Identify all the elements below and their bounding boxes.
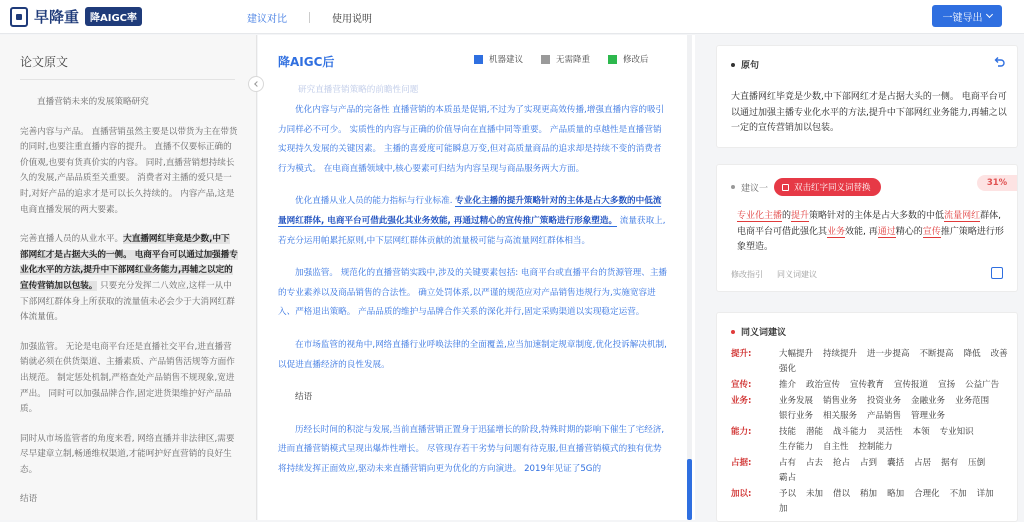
- export-label: 一键导出: [942, 12, 983, 24]
- synonym-word[interactable]: 相关服务: [823, 411, 858, 421]
- synonym-word[interactable]: 推介: [779, 380, 797, 390]
- synonym-word[interactable]: 销售业务: [823, 396, 858, 406]
- selected-sentence[interactable]: 专业化主播的提升策略针对的主体是占大多数的中低流量网红群体, 电商平台可借此强化其业务效能, 再通过精心的宣传推广策略进行形象塑造。: [278, 196, 662, 226]
- bullet-icon: [731, 185, 735, 189]
- suggestion-text[interactable]: [737, 209, 1005, 256]
- synonym-word[interactable]: 加: [779, 504, 788, 514]
- collapse-panel-button[interactable]: [248, 76, 264, 92]
- synonym-word[interactable]: 霸占: [779, 473, 797, 483]
- replaceable-word[interactable]: 通过: [877, 226, 896, 237]
- synonym-word[interactable]: 合理化: [914, 489, 940, 499]
- synonym-word[interactable]: 压倒: [968, 458, 986, 468]
- synonym-word[interactable]: 详加: [976, 489, 994, 499]
- chevron-left-icon: [254, 81, 260, 87]
- synonym-key: 加以:: [731, 489, 752, 499]
- original-sentence: 大直播网红毕竟是少数,中下部网红才是占据大头的一侧。 电商平台可以通过加强主播专业化水平的方法,提升中下部网红业务能力,再辅之以一定的宣传营销加以包装。: [731, 92, 1007, 134]
- synonym-word[interactable]: 战斗能力: [833, 427, 868, 437]
- synonym-word[interactable]: 产品销售: [867, 411, 902, 421]
- synonym-word[interactable]: 囊括: [887, 458, 905, 468]
- rewritten-text: [278, 101, 668, 493]
- top-bar: [0, 0, 1024, 34]
- legend-swatch: [541, 55, 550, 64]
- synonym-word[interactable]: 大幅提升: [779, 349, 814, 359]
- synonym-word[interactable]: 业务范围: [955, 396, 990, 406]
- replaceable-word[interactable]: 宣传: [922, 226, 941, 237]
- original-conclusion: 结语: [20, 494, 38, 505]
- suggestion-segment: 群体, 电商平台可借此强化其: [737, 211, 1001, 237]
- synonym-word[interactable]: 改善: [990, 349, 1008, 359]
- scrollbar[interactable]: [687, 35, 692, 520]
- suggestion-segment: 精心的: [895, 226, 923, 237]
- synonym-words: [779, 378, 999, 393]
- synonym-row: [731, 425, 1011, 455]
- synonym-word[interactable]: 技能: [779, 427, 797, 437]
- synonym-word[interactable]: 略加: [887, 489, 905, 499]
- suggestion-label: 建议一: [741, 183, 769, 194]
- original-paragraph[interactable]: 加强监管。 无论是电商平台还是直播社交平台,进直播营销就必须在供货渠道、主播素质、产品销售活规等方面作出规范。 制定惩处机制,严格查处产品销售不规现象,宽进严出。 同时可以加强品牌合作,固定进货渠维护好产品品质。: [20, 341, 235, 415]
- lock-icon: [782, 184, 789, 191]
- synonym-list: [731, 347, 1011, 518]
- rewritten-title: 降AIGC后: [278, 55, 335, 69]
- synonym-row: [731, 487, 1011, 517]
- nav-instructions[interactable]: 使用说明: [332, 14, 372, 25]
- replaceable-word[interactable]: 提升: [791, 211, 810, 221]
- synonym-word[interactable]: 降低: [963, 349, 981, 359]
- synonyms-card: [716, 312, 1018, 522]
- synonym-words: [779, 456, 1011, 486]
- rewritten-paragraph[interactable]: 加强监管。 规范化的直播营销实践中,涉及的关键要素包括: 电商平台或直播平台的货源管理、主播的专业素养以及商品销售的合法性。 确立处罚体系,以严谨的规范应对产品销售违规行为,实施宽容进入、严格退出策略。 产品品质的维护与品牌合作关系的深化并行,固定采购渠道以实现稳定运营。: [278, 268, 668, 318]
- original-text: [20, 95, 238, 520]
- synonym-word[interactable]: 持续提升: [823, 349, 858, 359]
- synonym-word[interactable]: 政治宣传: [806, 380, 841, 390]
- nav-compare[interactable]: 建议对比: [247, 14, 287, 25]
- rewritten-paragraph[interactable]: 历经长时间的积淀与发展,当前直播营销正置身于迅猛增长的阶段,特殊时期的影响下催生了宅经济,进而直播营销模式呈现出爆炸性增长。 尽管现存若干劣势与问题有待克服,但直播营销模式的独有优势将持续发挥正面效应,驱动未来直播营销向更为优化的方向演进。 2019年见证了5G的: [278, 424, 665, 474]
- suggestion-header: [731, 178, 881, 196]
- divider: [20, 79, 235, 80]
- logo-badge: 降AIGC率: [85, 7, 142, 26]
- synonym-word[interactable]: 专业知识: [939, 427, 974, 437]
- synonym-word[interactable]: 不断提高: [919, 349, 954, 359]
- synonym-words: [779, 394, 1011, 424]
- synonym-word[interactable]: 自主性: [823, 442, 849, 452]
- replaceable-word[interactable]: 专业化主播: [737, 211, 783, 221]
- synonym-word[interactable]: 据有: [941, 458, 959, 468]
- faded-line: 研究直播营销策略的前瞻性问题: [298, 85, 419, 95]
- synonym-key: 业务:: [731, 396, 752, 406]
- replaceable-word[interactable]: 业务: [827, 226, 846, 237]
- synonym-word[interactable]: 潜能: [806, 427, 824, 437]
- synonym-word[interactable]: 银行业务: [779, 411, 814, 421]
- suggestion-segment: 策略针对的主体是占大多数的中低: [809, 211, 945, 221]
- suggestion-card: [716, 164, 1018, 292]
- undo-icon[interactable]: [993, 56, 1005, 68]
- synonym-word[interactable]: 占有: [779, 458, 797, 468]
- synonym-word[interactable]: 控制能力: [858, 442, 893, 452]
- scrollbar-thumb[interactable]: [687, 459, 692, 520]
- card-header: 原句: [731, 58, 759, 71]
- rewritten-panel: [258, 35, 695, 520]
- synonym-word[interactable]: 宣传教育: [850, 380, 885, 390]
- suggestion-links: [731, 269, 817, 280]
- synonym-key: 宣传:: [731, 380, 752, 390]
- synonym-word[interactable]: 未加: [806, 489, 824, 499]
- suggestion-segment: 的: [782, 211, 792, 221]
- bullet-icon: [731, 330, 735, 334]
- synonym-word[interactable]: 灵活性: [877, 427, 903, 437]
- synonym-word[interactable]: 宣传报道: [894, 380, 929, 390]
- synonym-word[interactable]: 不加: [949, 489, 967, 499]
- synonym-word[interactable]: 生存能力: [779, 442, 814, 452]
- synonym-row: [731, 394, 1011, 424]
- nav-divider: [309, 12, 310, 23]
- replaceable-word[interactable]: 流量网红: [944, 211, 981, 221]
- rewritten-conclusion: 结语: [295, 392, 313, 403]
- synonym-word[interactable]: 借以: [833, 489, 851, 499]
- original-paragraph[interactable]: 完善直播人员的从业水平。大直播网红毕竟是少数,中下部网红才是占据大头的一侧。 电商平台可以通过加强播专业化水平的方法,提升中下部网红业务能力,再辅之以定的宣传营销加以包装。 只要充分发挥二八效应,这样一从中下部网红群体身上所获取的流量值未必会少于大消网红群体流量值。: [20, 234, 238, 323]
- synonym-word[interactable]: 金融业务: [911, 396, 946, 406]
- original-panel: [0, 35, 257, 520]
- synonym-words: [779, 347, 1011, 377]
- legend-machine: 机器建议: [474, 53, 523, 65]
- suggestion-segment: 效能, 再: [845, 226, 878, 237]
- synonym-word[interactable]: 占居: [914, 458, 932, 468]
- logo-text: 早降重: [34, 8, 80, 26]
- synonym-word[interactable]: 稍加: [860, 489, 878, 499]
- synonym-word[interactable]: 予以: [779, 489, 797, 499]
- suggestion-segment: 推广策略进行形象塑造。: [737, 226, 1004, 253]
- ai-rate-badge: 31%: [977, 175, 1017, 191]
- legend-modified: 修改后: [608, 53, 649, 65]
- bullet-icon: [731, 63, 735, 67]
- legend-unchanged: 无需降重: [541, 53, 590, 65]
- synonym-key: 提升:: [731, 349, 752, 359]
- synonym-word[interactable]: 占去: [806, 458, 824, 468]
- synonym-word[interactable]: 管理业务: [911, 411, 946, 421]
- synonym-row: [731, 347, 1011, 377]
- top-nav: [247, 10, 372, 25]
- synonym-key: 占据:: [731, 458, 752, 468]
- original-sentence-card: [716, 45, 1018, 148]
- synonym-row: [731, 378, 1011, 393]
- synonym-words: [779, 425, 1011, 455]
- synonym-row: [731, 456, 1011, 486]
- synonym-replace-hint[interactable]: 双击红字同义词替换: [774, 178, 881, 196]
- synonym-word[interactable]: 强化: [779, 364, 797, 374]
- legend-swatch: [608, 55, 617, 64]
- synonym-suggest-link[interactable]: 同义词建议: [777, 270, 817, 279]
- synonym-word[interactable]: 占到: [860, 458, 878, 468]
- synonym-word[interactable]: 投资业务: [867, 396, 902, 406]
- synonym-word[interactable]: 宣扬: [938, 380, 956, 390]
- logo-icon: [10, 7, 28, 27]
- edit-guide-link[interactable]: 修改指引: [731, 270, 763, 279]
- synonym-key: 能力:: [731, 427, 752, 437]
- rewritten-paragraph[interactable]: 优化直播从业人员的能力指标与行业标准. 专业化主播的提升策略针对的主体是占大多数的中低流量网红群体, 电商平台可借此强化其业务效能, 再通过精心的宣传推广策略进行形象塑造。 流量获取上,若充分运用帕累托原则,中下层网红群体贡献的流量极可能与高流量网红群体相当。: [278, 196, 666, 246]
- original-paragraph[interactable]: 完善内容与产品。 直播营销虽然主要是以带货为主在带货的同时,也要注重直播内容的提升。 直播不仅要标正确的价值观,也要有货真价实的内容。 同时,直播营销想持续长久的发展,产品品质至关重要。 消费者对主播的爱只是一时,对好产品的追求才是可以长久持续的。 内容产品,这是电商直播发展的两大要素。: [20, 126, 238, 215]
- synonyms-header: 同义词建议: [731, 325, 786, 338]
- synonym-word[interactable]: 进一步提高: [867, 349, 910, 359]
- highlighted-sentence[interactable]: 大直播网红毕竟是少数,中下部网红才是占据大头的一侧。 电商平台可以通过加强播专业化水平的方法,提升中下部网红业务能力,再辅之以定的宣传营销加以包装。: [20, 234, 238, 291]
- synonym-word[interactable]: 抢占: [833, 458, 851, 468]
- export-button[interactable]: [932, 5, 1002, 27]
- original-title: 论文原文: [20, 55, 69, 69]
- synonym-words: [779, 487, 1011, 517]
- doc-title: 直播营销未来的发展策略研究: [37, 97, 149, 107]
- original-paragraph[interactable]: 同时从市场监管者的角度来看, 网络直播并非法律区,需要尽早建章立制,畅通维权渠道,才能呵护好直营销的良好生态。: [20, 433, 235, 475]
- synonym-word[interactable]: 业务发展: [779, 396, 814, 406]
- rewritten-paragraph[interactable]: 优化内容与产品的完备性 直播营销的本质虽是促销,不过为了实现更高效传播,增强直播内容的吸引力同样必不可少。 实质性的内容与正确的价值导向在直播中同等重要。 产品质量的卓越性是直播营销实现持久发展的关键因素。 主播的喜爱度可能瞬息万变,但对高质量商品的追求却是持续不变的消费者行为模式。 在电商直播领域中,核心要素可归结为内容呈现与商品服务两大方面。: [278, 105, 665, 174]
- edit-icon[interactable]: [991, 267, 1003, 279]
- rewritten-paragraph[interactable]: 在市场监管的视角中,网络直播行业呼唤法律的全面覆盖,应当加速制定规章制度,优化投诉解决机制,以促进直播经济的良性发展。: [278, 339, 667, 370]
- legend-swatch: [474, 55, 483, 64]
- synonym-word[interactable]: 本领: [912, 427, 930, 437]
- legend: [474, 53, 649, 65]
- synonym-word[interactable]: 公益广告: [965, 380, 1000, 390]
- logo[interactable]: [10, 6, 142, 27]
- chevron-down-icon: [985, 11, 992, 18]
